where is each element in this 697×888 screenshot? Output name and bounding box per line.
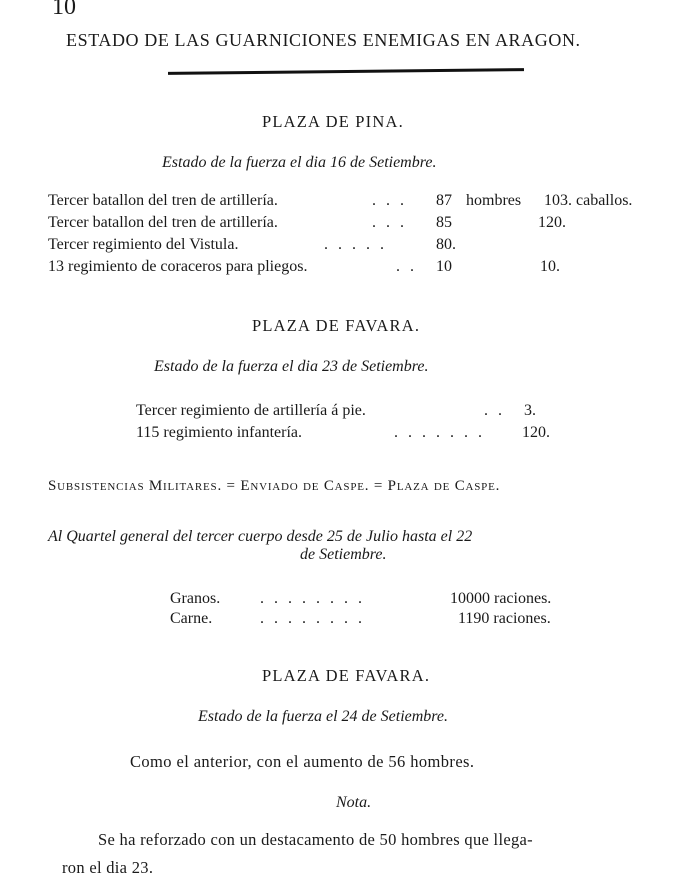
- row-dots: . . . . . . .: [394, 424, 485, 441]
- section-heading-favara: PLAZA DE FAVARA.: [252, 316, 421, 335]
- nota-line-continued: ron el dia 23.: [62, 858, 154, 877]
- provision-value: 10000 raciones.: [450, 590, 552, 607]
- row-label: Tercer batallon del tren de artillería.: [48, 214, 278, 231]
- row-label: 115 regimiento infantería.: [136, 424, 303, 441]
- row-hombres: 85: [436, 214, 452, 231]
- row-value: 120.: [522, 424, 550, 441]
- row-value: 3.: [524, 402, 536, 419]
- title-rule: [168, 68, 524, 75]
- row-label: 13 regimiento de coraceros para pliegos.: [48, 258, 308, 275]
- row-caballos: 10.: [540, 258, 560, 275]
- row-hombres: 87: [436, 192, 452, 209]
- page-title: ESTADO DE LAS GUARNICIONES ENEMIGAS EN ARAGON.: [66, 30, 581, 50]
- provision-dots: . . . . . . . .: [260, 610, 365, 627]
- row-dots: . . .: [372, 192, 407, 209]
- subsistencias-line: Subsistencias Militares. = Enviado de Caspe. = Plaza de Caspe.: [48, 478, 501, 494]
- row-label: Tercer regimiento de artillería á pie.: [136, 402, 366, 419]
- row-unit: hombres: [466, 192, 522, 209]
- row-label: Tercer batallon del tren de artillería.: [48, 192, 278, 209]
- table-row: [0, 424, 697, 446]
- row-dots: . . .: [372, 214, 407, 231]
- table-row: [0, 214, 697, 236]
- quartel-line: Al Quartel general del tercer cuerpo desde 25 de Julio hasta el 22: [48, 528, 473, 545]
- provision-label: Granos.: [170, 590, 221, 607]
- row-hombres: 80.: [436, 236, 456, 253]
- estado-line-pina: Estado de la fuerza el dia 16 de Setiembre.: [162, 154, 437, 171]
- table-row: [0, 258, 697, 280]
- quartel-line-continued: de Setiembre.: [300, 546, 387, 563]
- row-caballos: 103. caballos.: [544, 192, 633, 209]
- estado-line-favara: Estado de la fuerza el dia 23 de Setiembre.: [154, 358, 429, 375]
- row-caballos: 120.: [538, 214, 566, 231]
- list-item: [0, 610, 697, 632]
- row-dots: . .: [396, 258, 417, 275]
- nota-line: Se ha reforzado con un destacamento de 50 hombres que llega-: [98, 830, 533, 849]
- como-line: Como el anterior, con el aumento de 56 hombres.: [130, 752, 475, 771]
- provision-value: 1190 raciones.: [458, 610, 551, 627]
- row-hombres: 10: [436, 258, 452, 275]
- section-heading-favara-2: PLAZA DE FAVARA.: [262, 666, 431, 685]
- list-item: [0, 590, 697, 612]
- table-row: [0, 192, 697, 214]
- table-row: [0, 402, 697, 424]
- estado-line-favara-2: Estado de la fuerza el 24 de Setiembre.: [198, 708, 449, 725]
- provision-label: Carne.: [170, 610, 213, 627]
- section-heading-pina: PLAZA DE PINA.: [262, 112, 404, 131]
- table-row: [0, 236, 697, 258]
- nota-heading: Nota.: [336, 794, 372, 811]
- provision-dots: . . . . . . . .: [260, 590, 365, 607]
- page-number: 10: [52, 0, 76, 20]
- row-dots: . .: [484, 402, 505, 419]
- row-dots: . . . . .: [324, 236, 387, 253]
- row-label: Tercer regimiento del Vistula.: [48, 236, 239, 253]
